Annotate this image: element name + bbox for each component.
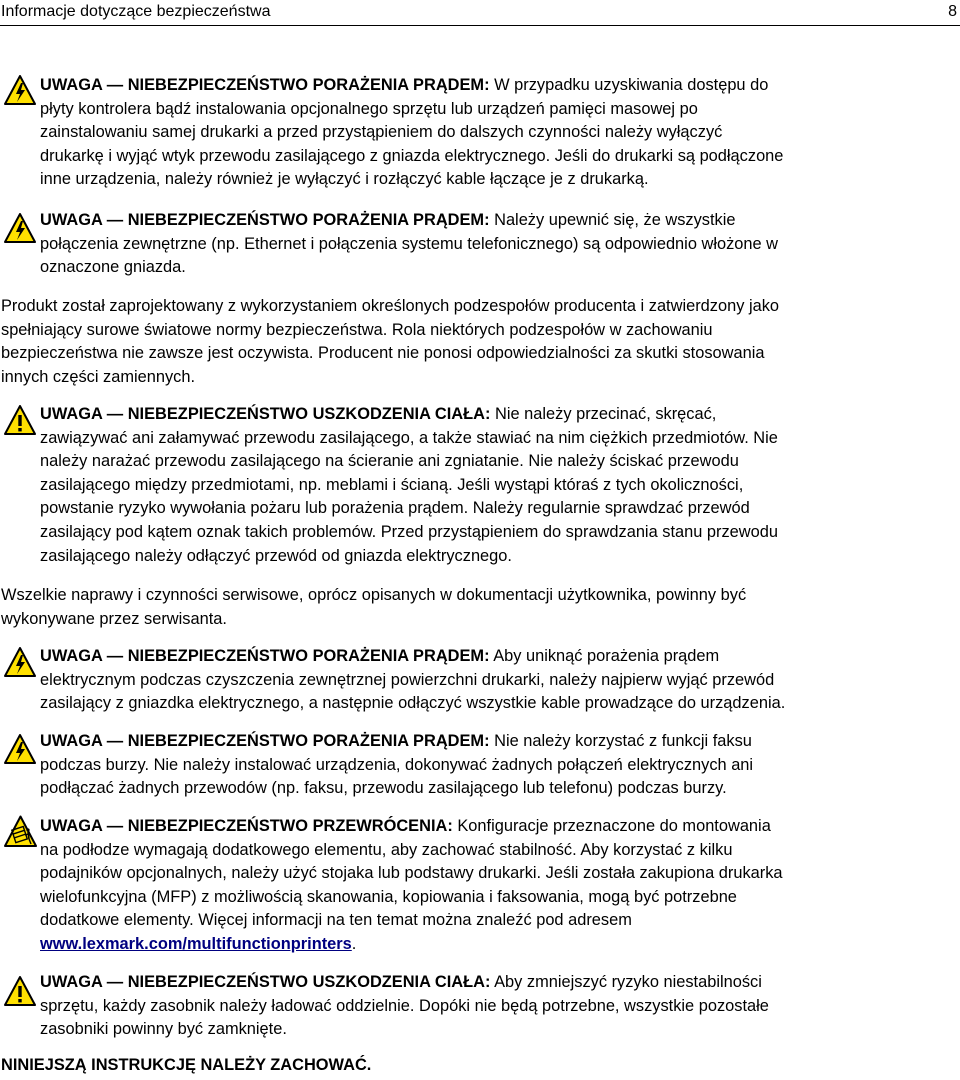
text-line: podczas burzy. Nie należy instalować urządzenia, dokonywać żadnych połączeń elektrycznych ani <box>40 755 754 774</box>
electric-shock-warning-icon <box>4 212 36 244</box>
text-line: zasilającego między przedmiotami, np. meblami i ścianą. Jeśli wystąpi któraś z tych okoliczności, <box>40 475 744 494</box>
text-line: Wszelkie naprawy i czynności serwisowe, oprócz opisanych w dokumentacji użytkownika, powinny być <box>1 586 747 604</box>
text-line: dodatkowe elementy. Więcej informacji na ten temat można znaleźć pod adresem <box>40 911 632 930</box>
text-line: Produkt został zaprojektowany z wykorzystaniem określonych podzespołów producenta i zatwierdzony jako <box>1 297 780 315</box>
warning-shock-3 <box>40 645 785 716</box>
text-line: zainstalowaniu samej drukarki a przed przystąpieniem do dalszych czynności należy wyłączyć <box>40 123 723 142</box>
warning-text: W przypadku uzyskiwania dostępu do <box>489 76 769 94</box>
text-line: sprzętu, każdy zasobnik należy ładować oddzielnie. Dopóki nie będą potrzebne, wszystkie pozostałe <box>40 996 769 1015</box>
warning-tipping <box>40 815 783 957</box>
paragraph-components <box>1 295 779 389</box>
paragraph-service <box>1 584 746 631</box>
electric-shock-warning-icon <box>4 646 36 678</box>
text-line: należy narażać przewodu zasilającego na ścieranie ani zgniatanie. Nie należy ściskać przewodu <box>40 452 739 471</box>
text-line: płyty kontrolera bądź instalowania opcjonalnego sprzętu lub urządzeń pamięci masowej po <box>40 99 698 118</box>
warning-text: Aby zmniejszyć ryzyko niestabilności <box>490 973 762 991</box>
electric-shock-warning-icon <box>4 74 36 106</box>
text-line: podłączać żadnych przewodów (np. faksu, przewodu zasilającego lub telefonu) podczas burzy. <box>40 779 727 798</box>
warning-lead: UWAGA — NIEBEZPIECZEŃSTWO PORAŻENIA PRĄDEM: <box>40 76 490 94</box>
section-title: Informacje dotyczące bezpieczeństwa <box>1 3 271 20</box>
warning-lead: UWAGA — NIEBEZPIECZEŃSTWO PORAŻENIA PRĄDEM: <box>40 211 490 229</box>
text-line: zasilający pod kątem oznak takich problemów. Przed przystąpieniem do sprawdzania stanu przewodu <box>40 522 778 541</box>
text-line: oznaczone gniazda. <box>40 258 186 277</box>
text-line: innych części zamiennych. <box>1 367 196 386</box>
warning-lead: UWAGA — NIEBEZPIECZEŃSTWO PORAŻENIA PRĄDEM: <box>40 647 490 665</box>
text-line: wykonywane przez serwisanta. <box>1 609 227 628</box>
warning-text: Nie należy korzystać z funkcji faksu <box>489 732 752 750</box>
caution-exclamation-icon <box>4 404 36 436</box>
warning-lead: UWAGA — NIEBEZPIECZEŃSTWO USZKODZENIA CIAŁA: <box>40 405 491 423</box>
warning-lead: UWAGA — NIEBEZPIECZEŃSTWO PORAŻENIA PRĄDEM: <box>40 732 490 750</box>
caution-exclamation-icon <box>4 975 36 1007</box>
text-line: drukarkę i wyjąć wtyk przewodu zasilającego z gniazda elektrycznego. Jeśli do drukarki są podłączone <box>40 146 784 165</box>
warning-text: Nie należy przecinać, skręcać, <box>490 405 717 423</box>
electric-shock-warning-icon <box>4 733 36 765</box>
text-line: połączenia zewnętrzne (np. Ethernet i połączenia systemu telefonicznego) są odpowiednio włożone w <box>40 234 779 253</box>
page-header <box>0 0 960 26</box>
text-line: spełniający surowe światowe normy bezpieczeństwa. Rola niektórych podzespołów w zachowaniu <box>1 320 713 339</box>
warning-text: Należy upewnić się, że wszystkie <box>489 211 736 229</box>
text-line: na podłodze wymagają dodatkowego elementu, aby zachować stabilność. Aby korzystać z kilku <box>40 840 733 859</box>
text-line: powstanie ryzyko wywołania pożaru lub porażenia prądem. Należy regularnie sprawdzać przewód <box>40 499 750 518</box>
warning-injury-2 <box>40 971 769 1042</box>
text-line: podajników opcjonalnych, należy użyć stojaka lub podstawy drukarki. Jeśli została zakupiona drukarka <box>40 864 783 883</box>
text-line: inne urządzenia, należy również je wyłączyć i rozłączyć kable łączące je z drukarką. <box>40 170 649 189</box>
lexmark-mfp-link[interactable]: www.lexmark.com/multifunctionprinters <box>40 934 352 953</box>
save-instructions-notice: NINIEJSZĄ INSTRUKCJĘ NALEŻY ZACHOWAĆ. <box>1 1056 372 1074</box>
text-line: zasilającego należy odłączyć przewód od gniazda elektrycznego. <box>40 546 512 565</box>
text-line: elektrycznym podczas czyszczenia zewnętrznej powierzchni drukarki, należy najpierw wyjąć przewód <box>40 670 775 689</box>
warning-lead: UWAGA — NIEBEZPIECZEŃSTWO PRZEWRÓCENIA: <box>40 817 453 835</box>
warning-shock-4 <box>40 730 753 801</box>
warning-injury-1 <box>40 403 778 568</box>
text-line: bezpieczeństwa nie zawsze jest oczywista. Producent nie ponosi odpowiedzialności za skutki stosowania <box>1 344 765 363</box>
warning-shock-2 <box>40 209 778 280</box>
warning-text: Aby uniknąć porażenia prądem <box>489 647 720 665</box>
text-line: zawiązywać ani załamywać przewodu zasilającego, a także stawiać na nim ciężkich przedmiotów. Nie <box>40 428 778 447</box>
page-number: 8 <box>948 3 957 20</box>
text-line: zasilający z gniazdka elektrycznego, a następnie odłączyć wszystkie kable prowadzące do urządzenia. <box>40 694 786 713</box>
text-line: wielofunkcyjna (MFP) z możliwością skanowania, kopiowania i faksowania, mogą być potrzebne <box>40 887 737 906</box>
link-suffix: . <box>351 934 357 953</box>
warning-text: Konfiguracje przeznaczone do montowania <box>452 817 771 835</box>
text-line: zasobniki powinny być zamknięte. <box>40 1020 287 1039</box>
tipping-hazard-icon <box>4 815 37 848</box>
warning-lead: UWAGA — NIEBEZPIECZEŃSTWO USZKODZENIA CIAŁA: <box>40 973 491 991</box>
warning-shock-1 <box>40 74 783 192</box>
